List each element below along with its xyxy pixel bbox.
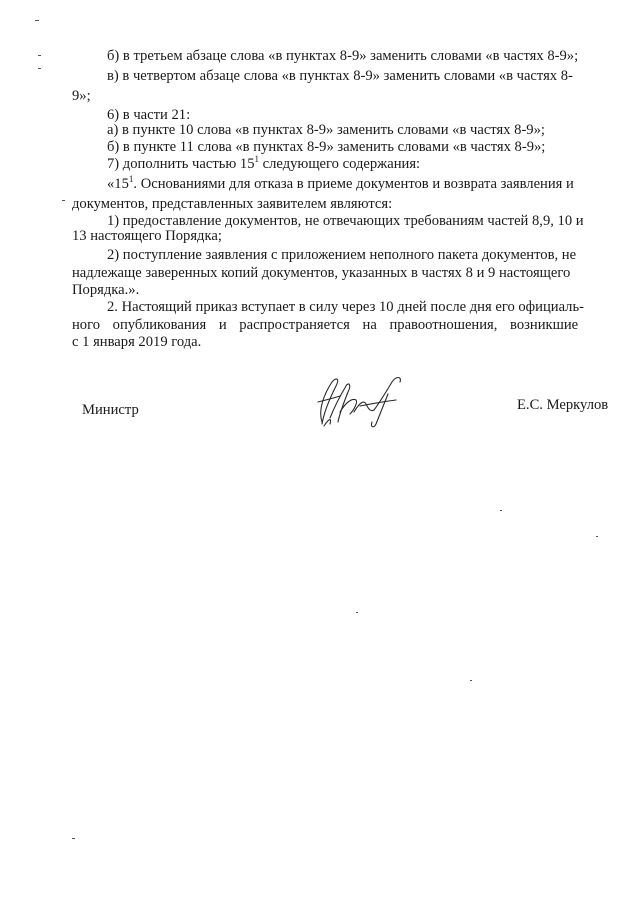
scan-speck xyxy=(470,680,472,681)
text-line-17: с 1 января 2019 года. xyxy=(72,334,202,350)
scan-speck xyxy=(35,20,39,21)
text-line-8 xyxy=(107,175,574,193)
scan-speck xyxy=(38,68,41,69)
text-line-7-pre: 7) дополнить частью 15 xyxy=(107,156,255,172)
text-line-8-pre: «15 xyxy=(107,176,129,192)
scan-speck xyxy=(72,838,75,839)
text-line-13: надлежаще заверенных копий документов, указанных в частях 8 и 9 настоящего xyxy=(72,265,571,281)
scan-speck xyxy=(596,536,598,537)
text-line-8-post: . Основаниями для отказа в приеме документов и возврата заявления и xyxy=(133,176,574,192)
scan-speck xyxy=(62,200,65,201)
text-line-7 xyxy=(107,155,420,173)
text-line-9: документов, представленных заявителем являются: xyxy=(72,196,393,212)
text-line-14: Порядка.». xyxy=(72,282,140,298)
text-line-6: б) в пункте 11 слова «в пунктах 8-9» заменить словами «в частях 8-9»; xyxy=(107,139,546,155)
text-line-16: ного опубликования и распространяется на правоотношения, возникшие xyxy=(72,317,579,333)
text-line-1: б) в третьем абзаце слова «в пунктах 8-9» заменить словами «в частях 8-9»; xyxy=(107,48,579,64)
text-line-12: 2) поступление заявления с приложением неполного пакета документов, не xyxy=(107,247,577,263)
signatory-name: Е.С. Меркулов xyxy=(517,397,609,413)
text-line-4: 6) в части 21: xyxy=(107,107,191,123)
text-line-10: 1) предоставление документов, не отвечающих требованиям частей 8,9, 10 и xyxy=(107,213,584,229)
text-line-15: 2. Настоящий приказ вступает в силу через 10 дней после дня его официаль- xyxy=(107,299,584,315)
text-line-7-post: следующего содержания: xyxy=(259,156,421,172)
text-line-3: 9»; xyxy=(72,88,91,104)
text-line-2-content: в) в четвертом абзаце слова «в пунктах 8-9» заменить словами «в частях 8- xyxy=(107,68,573,84)
text-line-5: а) в пункте 10 слова «в пунктах 8-9» заменить словами «в частях 8-9»; xyxy=(107,122,545,138)
scan-speck xyxy=(500,510,502,511)
superscript-one: 1 xyxy=(128,174,134,184)
scan-speck xyxy=(356,612,358,613)
scan-speck xyxy=(38,55,41,56)
text-line-11: 13 настоящего Порядка; xyxy=(72,228,222,244)
text-line-2 xyxy=(107,67,612,85)
minister-label: Министр xyxy=(82,402,139,418)
handwritten-signature xyxy=(300,372,410,430)
superscript-one: 1 xyxy=(254,154,259,164)
